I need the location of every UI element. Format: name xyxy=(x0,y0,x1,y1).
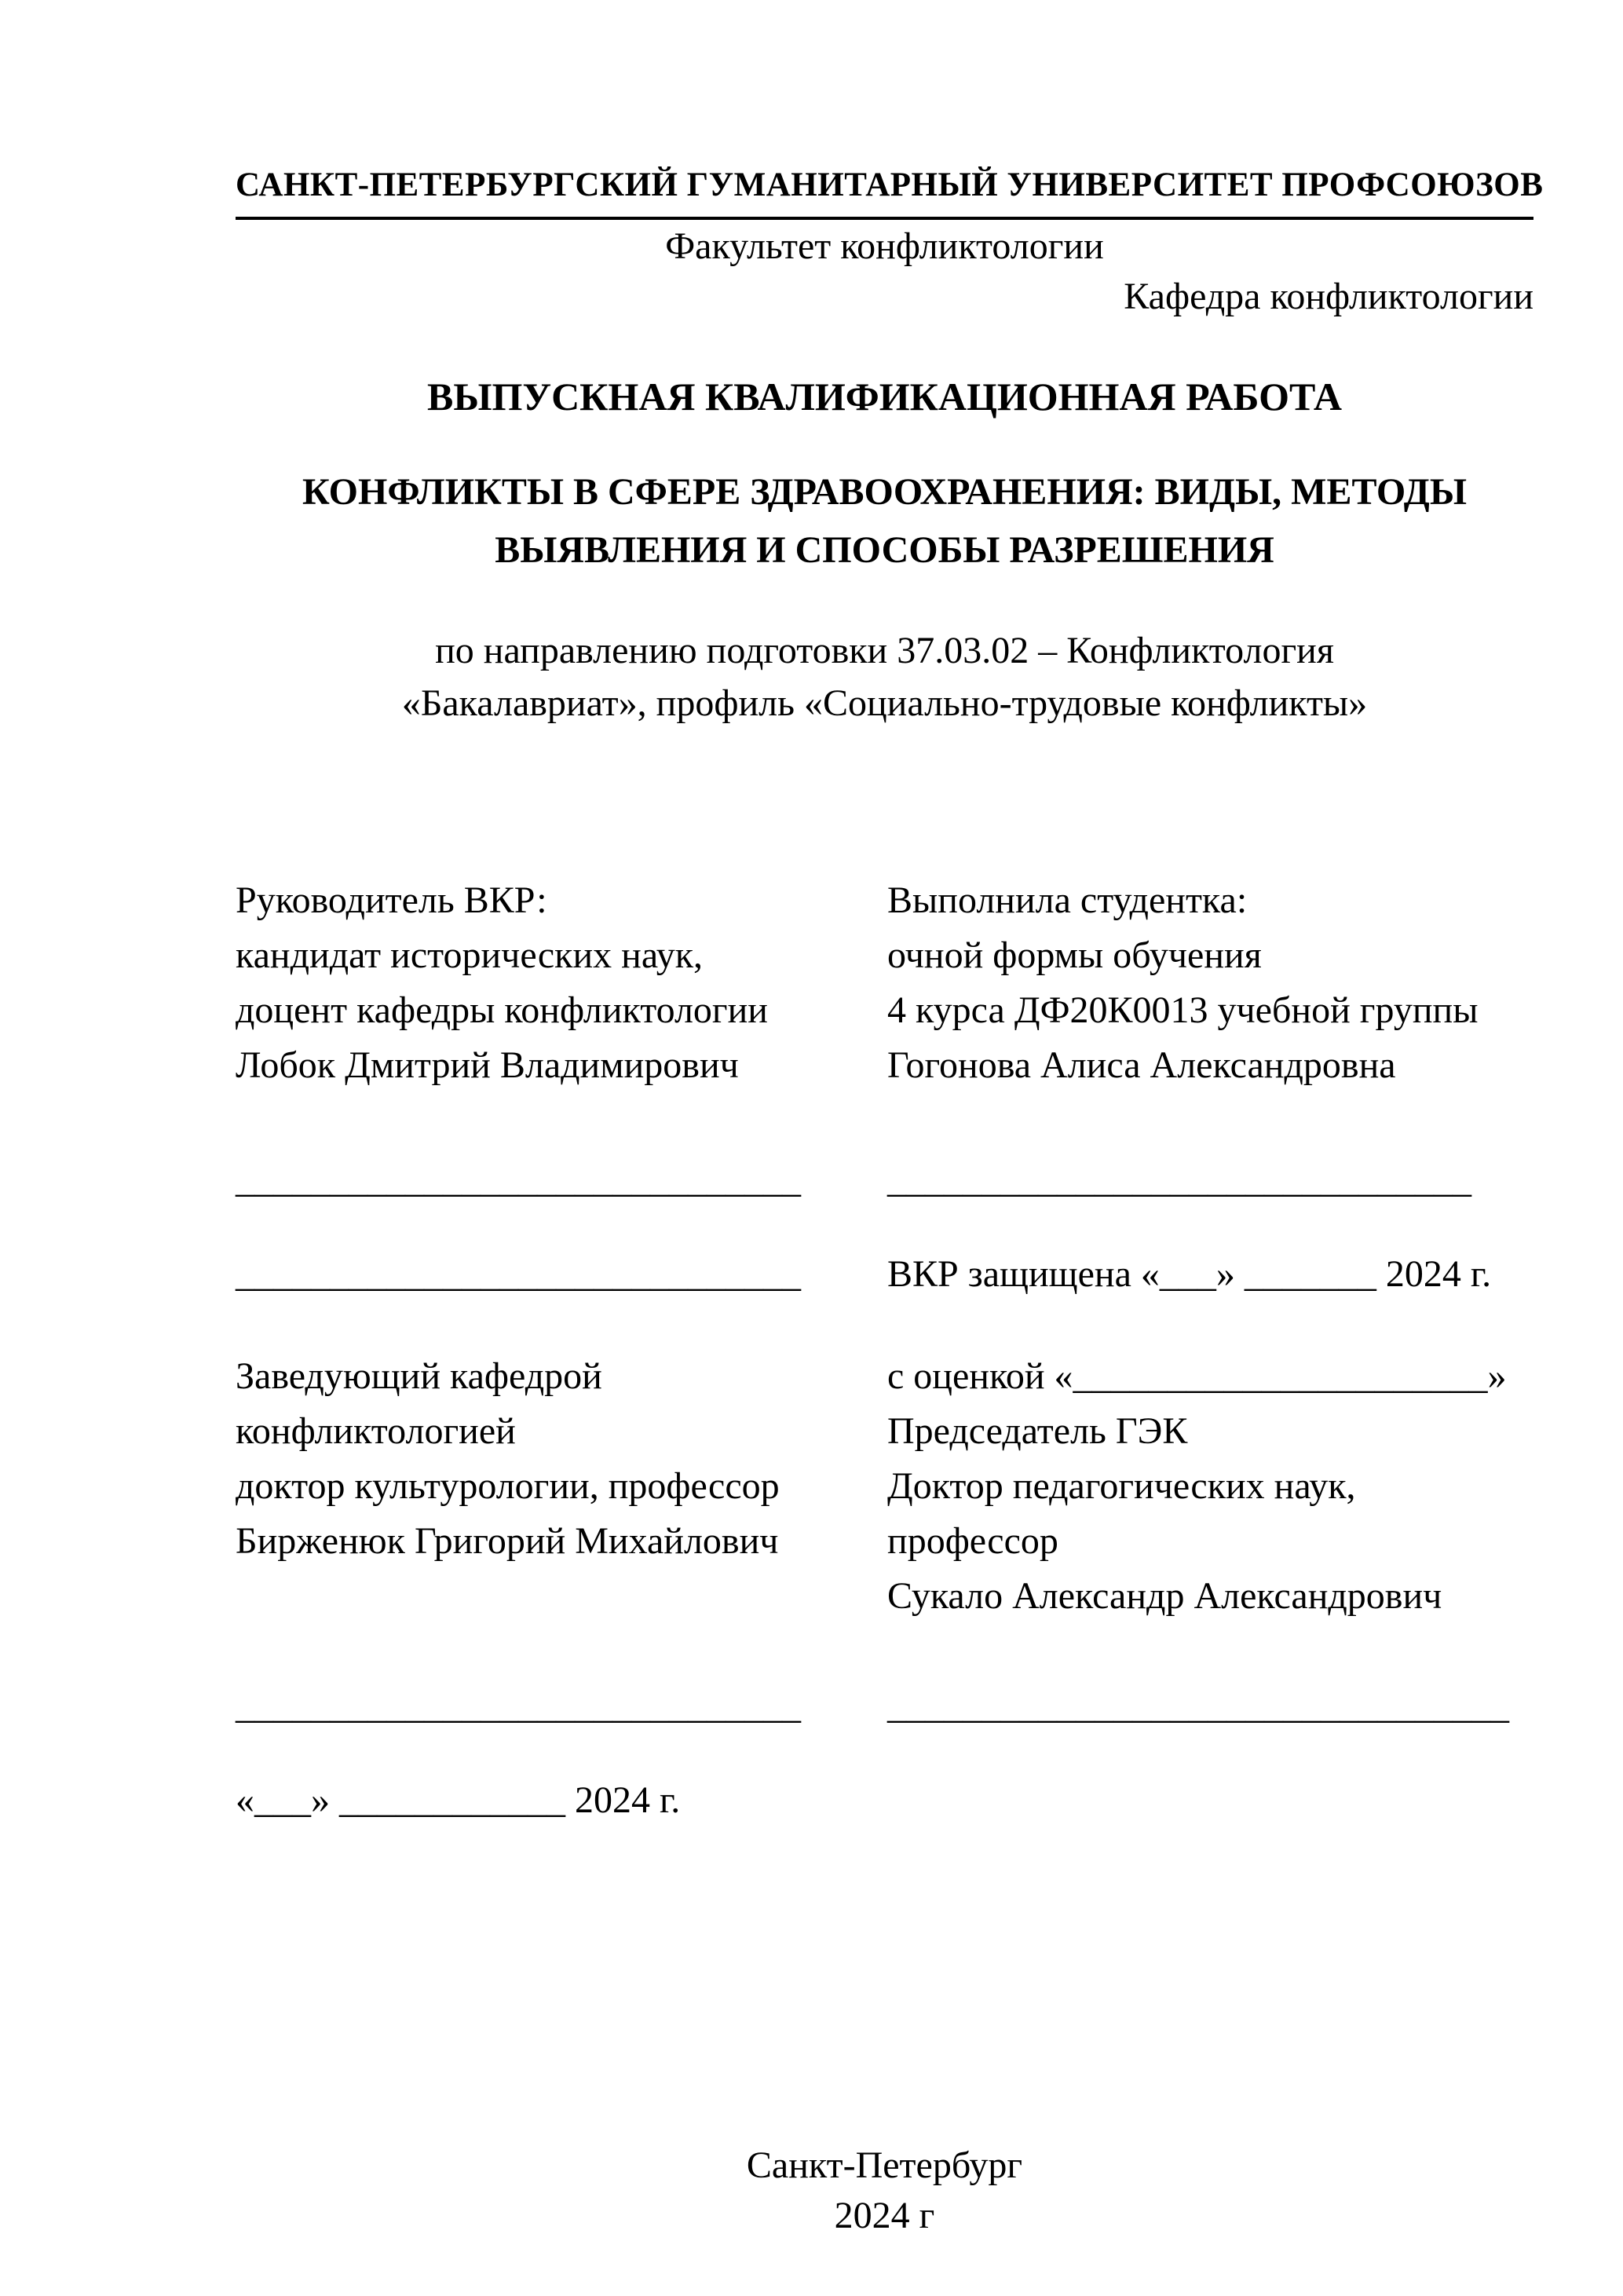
spacer xyxy=(236,1093,1533,1153)
row-position-group xyxy=(236,983,1533,1038)
chairman-label: Председатель ГЭК xyxy=(887,1410,1188,1452)
row-signature-1 xyxy=(236,1153,1533,1208)
department-head-title-1: Заведующий кафедрой xyxy=(236,1355,602,1397)
department-head-degree: доктор культурологии, профессор xyxy=(236,1465,780,1507)
row-head-grade xyxy=(236,1349,1533,1404)
student-label: Выполнила студентка: xyxy=(887,879,1248,921)
approval-date-line: «___» ____________ 2024 г. xyxy=(236,1779,681,1821)
student-form: очной формы обучения xyxy=(887,934,1262,976)
row-chair-name xyxy=(236,1569,1533,1624)
row-degree-form xyxy=(236,928,1533,983)
row-date xyxy=(236,1773,1533,1828)
student-signature-line: _______________________________ xyxy=(887,1159,1471,1201)
empty-cell xyxy=(887,1773,1533,1828)
row-labels xyxy=(236,873,1533,928)
year-line: 2024 г xyxy=(834,2195,935,2236)
department-head-signature-line: ______________________________ xyxy=(236,1685,801,1727)
spacer xyxy=(236,1208,1533,1247)
faculty-line: Факультет конфликтологии xyxy=(665,225,1104,267)
chairman-degree: Доктор педагогических наук, xyxy=(887,1465,1356,1507)
profile-line: «Бакалавриат», профиль «Социально-трудовые конфликты» xyxy=(401,682,1368,724)
supervisor-position: доцент кафедры конфликтологии xyxy=(236,989,768,1031)
department-head-title-2: конфликтологией xyxy=(236,1410,516,1452)
chairman-position: профессор xyxy=(887,1520,1058,1562)
supervisor-signature-line-2: ______________________________ xyxy=(236,1253,801,1295)
student-name: Гогонова Алиса Александровна xyxy=(887,1044,1396,1086)
grade-line: с оценкой «______________________» xyxy=(887,1355,1507,1397)
thesis-title xyxy=(236,463,1533,579)
supervisor-signature-line-1: ______________________________ xyxy=(236,1159,801,1201)
department-line: Кафедра конфликтологии xyxy=(1124,276,1533,317)
supervisor-name: Лобок Дмитрий Владимирович xyxy=(236,1044,739,1086)
footer xyxy=(236,2141,1533,2241)
spacer xyxy=(236,1624,1533,1679)
work-type-heading: ВЫПУСКНАЯ КВАЛИФИКАЦИОННАЯ РАБОТА xyxy=(427,375,1342,419)
direction-line: по направлению подготовки 37.03.02 – Конфликтология xyxy=(435,630,1334,671)
row-signature-3 xyxy=(236,1679,1533,1734)
student-group: 4 курса ДФ20К0013 учебной группы xyxy=(887,989,1479,1031)
thesis-title-line-2: ВЫЯВЛЕНИЯ И СПОСОБЫ РАЗРЕШЕНИЯ xyxy=(495,529,1274,571)
row-head-degree xyxy=(236,1459,1533,1514)
row-names xyxy=(236,1038,1533,1093)
defense-date-line: ВКР защищена «___» _______ 2024 г. xyxy=(887,1253,1492,1295)
city-line: Санкт-Петербург xyxy=(746,2144,1023,2186)
row-head-chair xyxy=(236,1404,1533,1459)
page-content xyxy=(236,0,1544,1828)
chairman-signature-line: _________________________________ xyxy=(887,1685,1509,1727)
spacer xyxy=(236,1734,1533,1773)
row-signature-2-defense xyxy=(236,1247,1533,1302)
signature-section xyxy=(236,873,1533,1828)
thesis-title-line-1: КОНФЛИКТЫ В СФЕРЕ ЗДРАВООХРАНЕНИЯ: ВИДЫ, МЕТОДЫ xyxy=(302,471,1467,513)
department-head-name: Бирженюк Григорий Михайлович xyxy=(236,1520,779,1562)
chairman-name: Сукало Александр Александрович xyxy=(887,1575,1442,1617)
empty-cell xyxy=(236,1569,887,1624)
supervisor-degree: кандидат исторических наук, xyxy=(236,934,704,976)
supervisor-label: Руководитель ВКР: xyxy=(236,879,547,921)
spacer xyxy=(236,1302,1533,1349)
university-header: САНКТ-ПЕТЕРБУРГСКИЙ ГУМАНИТАРНЫЙ УНИВЕРСИТЕТ ПРОФСОЮЗОВ xyxy=(236,165,1533,220)
row-head-name xyxy=(236,1514,1533,1569)
